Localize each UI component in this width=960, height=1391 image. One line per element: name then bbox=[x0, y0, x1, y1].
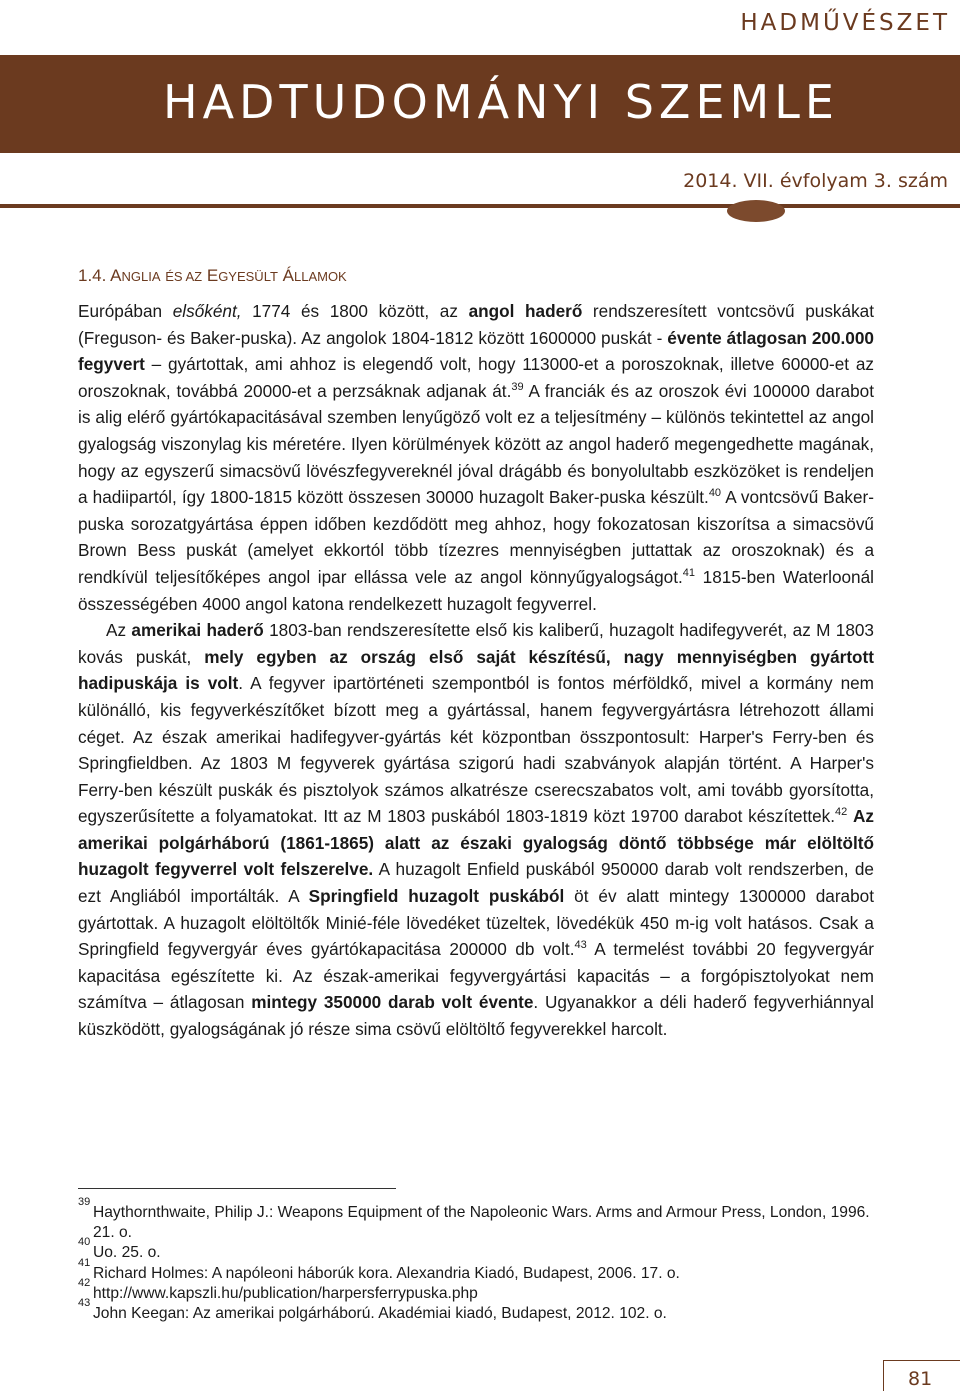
section-title bbox=[110, 266, 347, 285]
section-label: HADMŰVÉSZET bbox=[740, 10, 950, 36]
footnote-ref: 40 bbox=[708, 487, 722, 500]
footnote-text: John Keegan: Az amerikai polgárháború. Akadémiai kiadó, Budapest, 2012. 102. o. bbox=[93, 1305, 667, 1323]
text-run: A vontcsövű Baker-puska sorozatgyártása éppen időben kezdődött meg ahhoz, hogy fokozatosan kiszorítsa a simacsövű Brown Bess puskát (amelyet ekkortól több tízezres mennyiségben juttattak az oroszoknak) és a rendkívül teljesítőképes angol ipar ellássa vele az angol könnyűgyalogságot. bbox=[78, 487, 874, 587]
page-number-frame-top bbox=[883, 1360, 960, 1361]
issue-label: 2014. VII. évfolyam 3. szám bbox=[683, 170, 948, 192]
footnote-separator bbox=[78, 1188, 396, 1189]
footnote-number: 39 bbox=[78, 1196, 91, 1208]
text-run: A huzagolt Enfield puskából 950000 darab volt rendszerben, de ezt Angliából importálták. A bbox=[78, 859, 874, 907]
footnote-number: 41 bbox=[78, 1256, 91, 1269]
footnote-text: Haythornthwaite, Philip J.: Weapons Equipment of the Napoleonic Wars. Arms and Armour Press, London, 1996. 21. o. bbox=[93, 1204, 870, 1242]
article-body bbox=[78, 298, 874, 1043]
header-rule bbox=[0, 204, 960, 208]
text-run: mintegy 350000 darab volt évente bbox=[251, 992, 534, 1013]
text-run: A termelést további 20 fegyvergyár kapacitása egészítette ki. Az észak-amerikai fegyvergyártási kapacitás – a forgópisztolyokat nem számítva – átlagosan bbox=[78, 939, 874, 1013]
text-run: 1815-ben Waterloonál összességében 4000 angol katona rendelkezett huzagolt fegyverrel. bbox=[78, 566, 874, 614]
heading-word: ÁLLAMOK bbox=[282, 266, 347, 285]
text-run: évente átlagosan 200.000 fegyvert bbox=[78, 327, 874, 375]
footnote-number: 42 bbox=[78, 1276, 91, 1289]
footnote-text: http://www.kapszli.hu/publication/harpersferrypuska.php bbox=[93, 1284, 478, 1302]
footnote-ref: 43 bbox=[574, 939, 587, 952]
footnote-number: 40 bbox=[78, 1236, 91, 1249]
footnote-number: 43 bbox=[78, 1297, 91, 1310]
text-run: – gyártottak, ami ahhoz is elegendő volt, hogy 113000-et a poroszoknak, illetve 60000-et az oroszoknak, továbbá 20000-et a perzsáknak adjanak át. bbox=[78, 354, 874, 401]
header-ornament bbox=[727, 200, 785, 222]
text-run: . A fegyver ipartörténeti szempontból is fontos mérföldkő, mivel a kormány nem különálló, kis fegyverkészítőket bízott meg a gyártással, hanem fegyvergyártásra létrehozott állami céget. Az észak amerikai hadifegyver-gyártás két központban összpontosult: Harper's Ferry-ben és Springfieldben. Az 1803 M fegyverek gyártása szigorú hadi szabványok alapján történt. A Harper's Ferry-ben készült puskák és pisztolyok számos alkatrésze cserecszabatos volt, ami tovább gyorsította, egyszerűsítette a folyamatokat. Itt az M 1803 puskából 1803-1819 közt 19700 darabot készítettek. bbox=[78, 673, 874, 827]
heading-word: EGYESÜLT bbox=[206, 266, 278, 285]
page-number: 81 bbox=[908, 1368, 933, 1390]
footnote-ref: 42 bbox=[835, 806, 848, 819]
footnote bbox=[78, 1276, 874, 1304]
text-run: . Ugyanakkor a déli haderő fegyverhiánnyal küszködött, gyalogságának jó része sima csövű elöltöltő fegyverekkel harcolt. bbox=[78, 992, 874, 1040]
text-run: 1774 és 1800 között, az bbox=[241, 301, 469, 321]
footnotes bbox=[78, 1196, 874, 1324]
footnote-ref: 39 bbox=[511, 380, 524, 393]
text-run: rendszeresített vontcsövű puskákat (Freguson- és Baker-puska). Az angolok 1804-1812 között 1600000 puskát - bbox=[78, 301, 875, 348]
text-run: Az bbox=[106, 620, 132, 641]
footnote bbox=[78, 1256, 874, 1284]
footnote bbox=[78, 1297, 874, 1324]
footnote bbox=[78, 1236, 874, 1263]
text-run: amerikai haderő bbox=[131, 620, 264, 641]
footnote bbox=[78, 1196, 874, 1243]
paragraph bbox=[78, 617, 874, 1043]
footnote-text: Richard Holmes: A napóleoni háborúk kora. Alexandria Kiadó, Budapest, 2006. 17. o. bbox=[93, 1264, 680, 1282]
text-run: angol haderő bbox=[468, 301, 583, 321]
text-run: 1803-ban rendszeresítette első kis kaliberű, huzagolt hadifegyverét, az M 1803 kovás puskát, bbox=[78, 620, 874, 667]
heading-word: ANGLIA bbox=[110, 266, 161, 285]
text-run: Az amerikai polgárháború (1861-1865) alatt az északi gyalogság döntő többsége már elöltöltő huzagolt fegyverrel volt felszerelve. bbox=[78, 806, 874, 880]
section-heading bbox=[78, 266, 347, 286]
text-run: Európában bbox=[78, 301, 173, 321]
footnote-text: Uo. 25. o. bbox=[93, 1244, 161, 1262]
text-run: elsőként, bbox=[172, 301, 242, 321]
heading-word: ÉS AZ bbox=[165, 269, 203, 284]
journal-title: HADTUDOMÁNYI SZEMLE bbox=[163, 75, 839, 129]
text-run: mely egyben az ország első saját készítésű, nagy mennyiségben gyártott hadipuskája is volt bbox=[78, 646, 874, 694]
text-run: A franciák és az oroszok évi 100000 darabot is alig elérő gyártókapacitásával szemben lenyűgöző volt ez a teljesítmény – különös tekintettel az angol gyalogság viszonylag kis méretére. Ilyen körülmények között az angol haderő megengedhette magának, hogy az egyszerű simacsövű lövészfegyvereknél jóval drágább és bonyolultabb eszközöket is rendeljen a hadiipartól, így 1800-1815 között összesen 30000 huzagolt Baker-puska készült. bbox=[78, 380, 874, 508]
text-run: Springfield huzagolt puskából bbox=[308, 886, 565, 907]
footnote-ref: 41 bbox=[682, 566, 696, 579]
text-run: öt év alatt mintegy 1300000 darabot gyártottak. A huzagolt elöltöltők Minié-féle lövedéket tüzeltek, lövedékük 450 m-ig volt hatásos. Csak a Springfield fegyvergyár éves gyártókapacitása 200000 db volt. bbox=[78, 886, 874, 960]
paragraph bbox=[78, 298, 874, 617]
page-number-frame bbox=[883, 1360, 884, 1391]
section-number: 1.4. bbox=[78, 266, 107, 285]
